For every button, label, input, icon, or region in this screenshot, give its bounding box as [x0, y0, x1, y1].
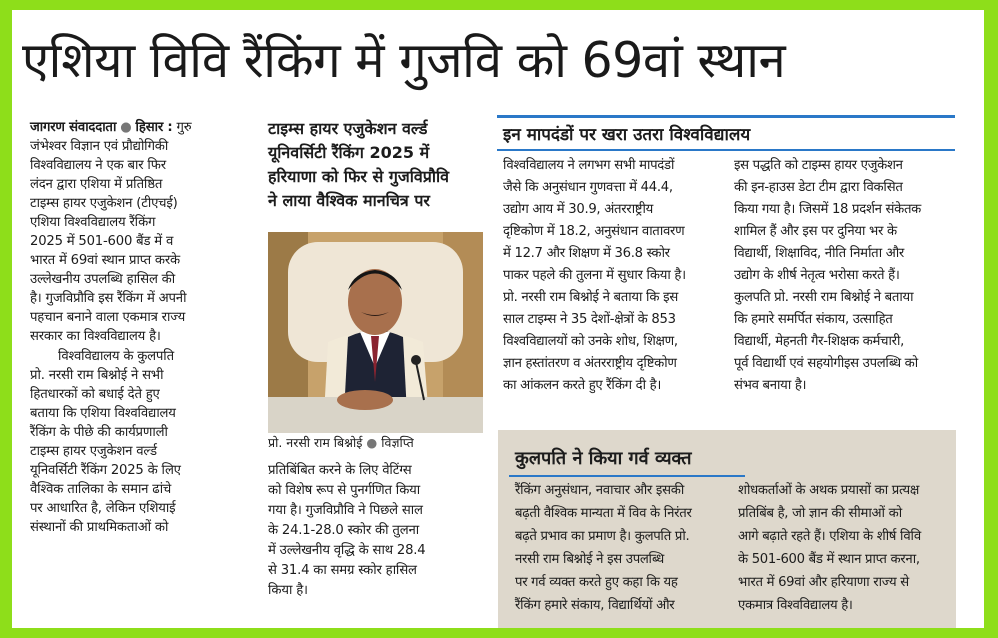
- section-rule: [509, 475, 745, 477]
- article-line: विश्वविद्यालय ने लगभग सभी मापदंडों: [503, 158, 675, 173]
- article-line: विश्वविद्यालयों को उनके शोध, शिक्षण,: [503, 334, 678, 349]
- article-line: कुलपति प्रो. नरसी राम बिश्नोई ने बताया: [734, 290, 914, 305]
- article-line: रैंकिंग हमारे संकाय, विद्यार्थियों और: [515, 598, 675, 613]
- article-line: टाइम्स हायर एजुकेशन वर्ल्ड: [30, 444, 157, 459]
- article-line: उल्लेखनीय उपलब्धि हासिल की: [30, 272, 176, 287]
- caption-name: प्रो. नरसी राम बिश्नोई: [268, 435, 363, 450]
- article-line: नरसी राम बिश्नोई ने इस उपलब्धि: [515, 552, 664, 567]
- article-line: विश्वविद्यालय ने एक बार फिर: [30, 158, 166, 173]
- article-line: संभव बनाया है।: [734, 378, 807, 393]
- article-line: बढ़ती वैश्विक मान्यता में विव के निरंतर: [515, 506, 692, 521]
- photo-caption: [268, 437, 414, 450]
- byline-place: हिसार :: [135, 120, 173, 135]
- article-line: के 24.1-28.0 स्कोर की तुलना: [268, 523, 419, 538]
- article-line: हितधारकों को बधाई देते हुए: [30, 387, 160, 402]
- newspaper-clipping: [12, 10, 984, 628]
- article-line: जंभेश्वर विज्ञान एवं प्रौद्योगिकी: [30, 139, 169, 154]
- article-line: 2025 में 501-600 बैंड में व: [30, 234, 174, 249]
- article-line: वैश्विक तालिका के समान ढांचे: [30, 482, 172, 497]
- article-line: टाइम्स हायर एजुकेशन (टीएचई): [30, 196, 178, 211]
- article-line: विद्यार्थी, शिक्षाविद, नीति निर्माता और: [734, 246, 904, 261]
- article-line: बताया कि एशिया विश्वविद्यालय: [30, 406, 176, 421]
- article-line: शामिल हैं और इस पर दुनिया भर के: [734, 224, 897, 239]
- article-line: एकमात्र विश्वविद्यालय है।: [738, 598, 853, 613]
- article-line: विद्यार्थी, मेहनती गैर-शिक्षक कर्मचारी,: [734, 334, 904, 349]
- article-line: पाकर पहले की तुलना में सुधार किया है।: [503, 268, 686, 283]
- article-line: पर गर्व व्यक्त करते हुए कहा कि यह: [515, 575, 678, 590]
- article-line: में 12.7 और शिक्षण में 36.8 स्कोर: [503, 246, 670, 261]
- byline: [30, 121, 191, 134]
- article-line: गुरु: [176, 120, 192, 135]
- section-rule: [497, 115, 955, 118]
- article-line: के 501-600 बैंड में स्थान प्राप्त करना,: [738, 552, 920, 567]
- article-line: है। गुजविप्रौवि इस रैंकिंग में अपनी: [30, 291, 187, 306]
- article-line: सरकार का विश्वविद्यालय है।: [30, 329, 161, 344]
- article-line: यूनिवर्सिटी रैंकिंग 2025 के लिए: [30, 463, 181, 478]
- article-line: गया है। गुजविप्रौवि ने पिछले साल: [268, 503, 423, 518]
- section-rule: [497, 149, 955, 151]
- article-line: भारत में 69वां और हरियाणा राज्य से: [738, 575, 909, 590]
- article-line: कि हमारे समर्पित संकाय, उत्साहित: [734, 312, 893, 327]
- article-line: प्रतिबिंबित करने के लिए वेटिंग्स: [268, 463, 412, 478]
- bullet-icon: ●: [120, 120, 132, 135]
- bullet-icon: ●: [366, 435, 378, 450]
- article-line: इस पद्धति को टाइम्स हायर एजुकेशन: [734, 158, 903, 173]
- article-line: में उल्लेखनीय वृद्धि के साथ 28.4: [268, 543, 426, 558]
- article-line: प्रो. नरसी राम बिश्नोई ने बताया कि इस: [503, 290, 678, 305]
- article-line: भारत में 69वां स्थान प्राप्त करके: [30, 253, 180, 268]
- headline: एशिया विवि रैंकिंग में गुजवि को 69वां स्थान: [22, 32, 786, 89]
- article-line: से 31.4 का समग्र स्कोर हासिल: [268, 563, 417, 578]
- caption-credit: विज्ञप्ति: [381, 435, 414, 450]
- subheadline-line: ने लाया वैश्विक मानचित्र पर: [268, 191, 430, 210]
- article-line: जैसे कि अनुसंधान गुणवत्ता में 44.4,: [503, 180, 673, 195]
- article-line: आगे बढ़ाते रहते हैं। एशिया के शीर्ष विवि: [738, 529, 921, 544]
- article-line: रैंकिंग के पीछे की कार्यप्रणाली: [30, 425, 168, 440]
- article-line: किया है।: [268, 583, 308, 598]
- subheadline-line: यूनिवर्सिटी रैंकिंग 2025 में: [268, 143, 430, 162]
- subheadline-line: हरियाणा को फिर से गुजविप्रौवि: [268, 167, 450, 186]
- article-line: लंदन द्वारा एशिया में प्रतिष्ठित: [30, 177, 163, 192]
- article-line: उद्योग के शीर्ष नेतृत्व भरोसा करते हैं।: [734, 268, 900, 283]
- article-line: संस्थानों की प्राथमिकताओं को: [30, 520, 169, 535]
- article-line: साल टाइम्स ने 35 देशों-क्षेत्रों के 853: [503, 312, 676, 327]
- article-line: दृष्टिकोण में 18.2, अनुसंधान वातावरण: [503, 224, 685, 239]
- article-line: विश्वविद्यालय के कुलपति: [58, 349, 174, 364]
- article-line: पूर्व विद्यार्थी एवं सहयोगीइस उपलब्धि को: [734, 356, 918, 371]
- article-line: रैंकिंग अनुसंधान, नवाचार और इसकी: [515, 483, 684, 498]
- section-heading: इन मापदंडों पर खरा उतरा विश्वविद्यालय: [503, 125, 751, 145]
- article-line: पर आधारित है, लेकिन एशियाई: [30, 501, 176, 516]
- section-heading: कुलपति ने किया गर्व व्यक्त: [515, 448, 692, 469]
- article-line: का आंकलन करते हुए रैंकिंग दी है।: [503, 378, 662, 393]
- article-line: बढ़ते प्रभाव का प्रमाण है। कुलपति प्रो.: [515, 529, 690, 544]
- article-line: को विशेष रूप से पुनर्गणित किया: [268, 483, 421, 498]
- article-line: किया गया है। जिसमें 18 प्रदर्शन संकेतक: [734, 202, 922, 217]
- article-line: प्रतिबिंब है, जो ज्ञान की सीमाओं को: [738, 506, 902, 521]
- article-line: उद्योग आय में 30.9, अंतरराष्ट्रीय: [503, 202, 653, 217]
- article-line: एशिया विश्वविद्यालय रैंकिंग: [30, 215, 156, 230]
- portrait-photo: [268, 232, 483, 433]
- article-line: ज्ञान हस्तांतरण व अंतरराष्ट्रीय दृष्टिकोण: [503, 356, 677, 371]
- article-line: पहचान बनाने वाला एकमात्र राज्य: [30, 310, 186, 325]
- article-line: प्रो. नरसी राम बिश्नोई ने सभी: [30, 368, 164, 383]
- article-line: शोधकर्ताओं के अथक प्रयासों का प्रत्यक्ष: [738, 483, 920, 498]
- byline-source: जागरण संवाददाता: [30, 120, 117, 135]
- subheadline-line: टाइम्स हायर एजुकेशन वर्ल्ड: [268, 119, 428, 138]
- article-line: की इन-हाउस डेटा टीम द्वारा विकसित: [734, 180, 903, 195]
